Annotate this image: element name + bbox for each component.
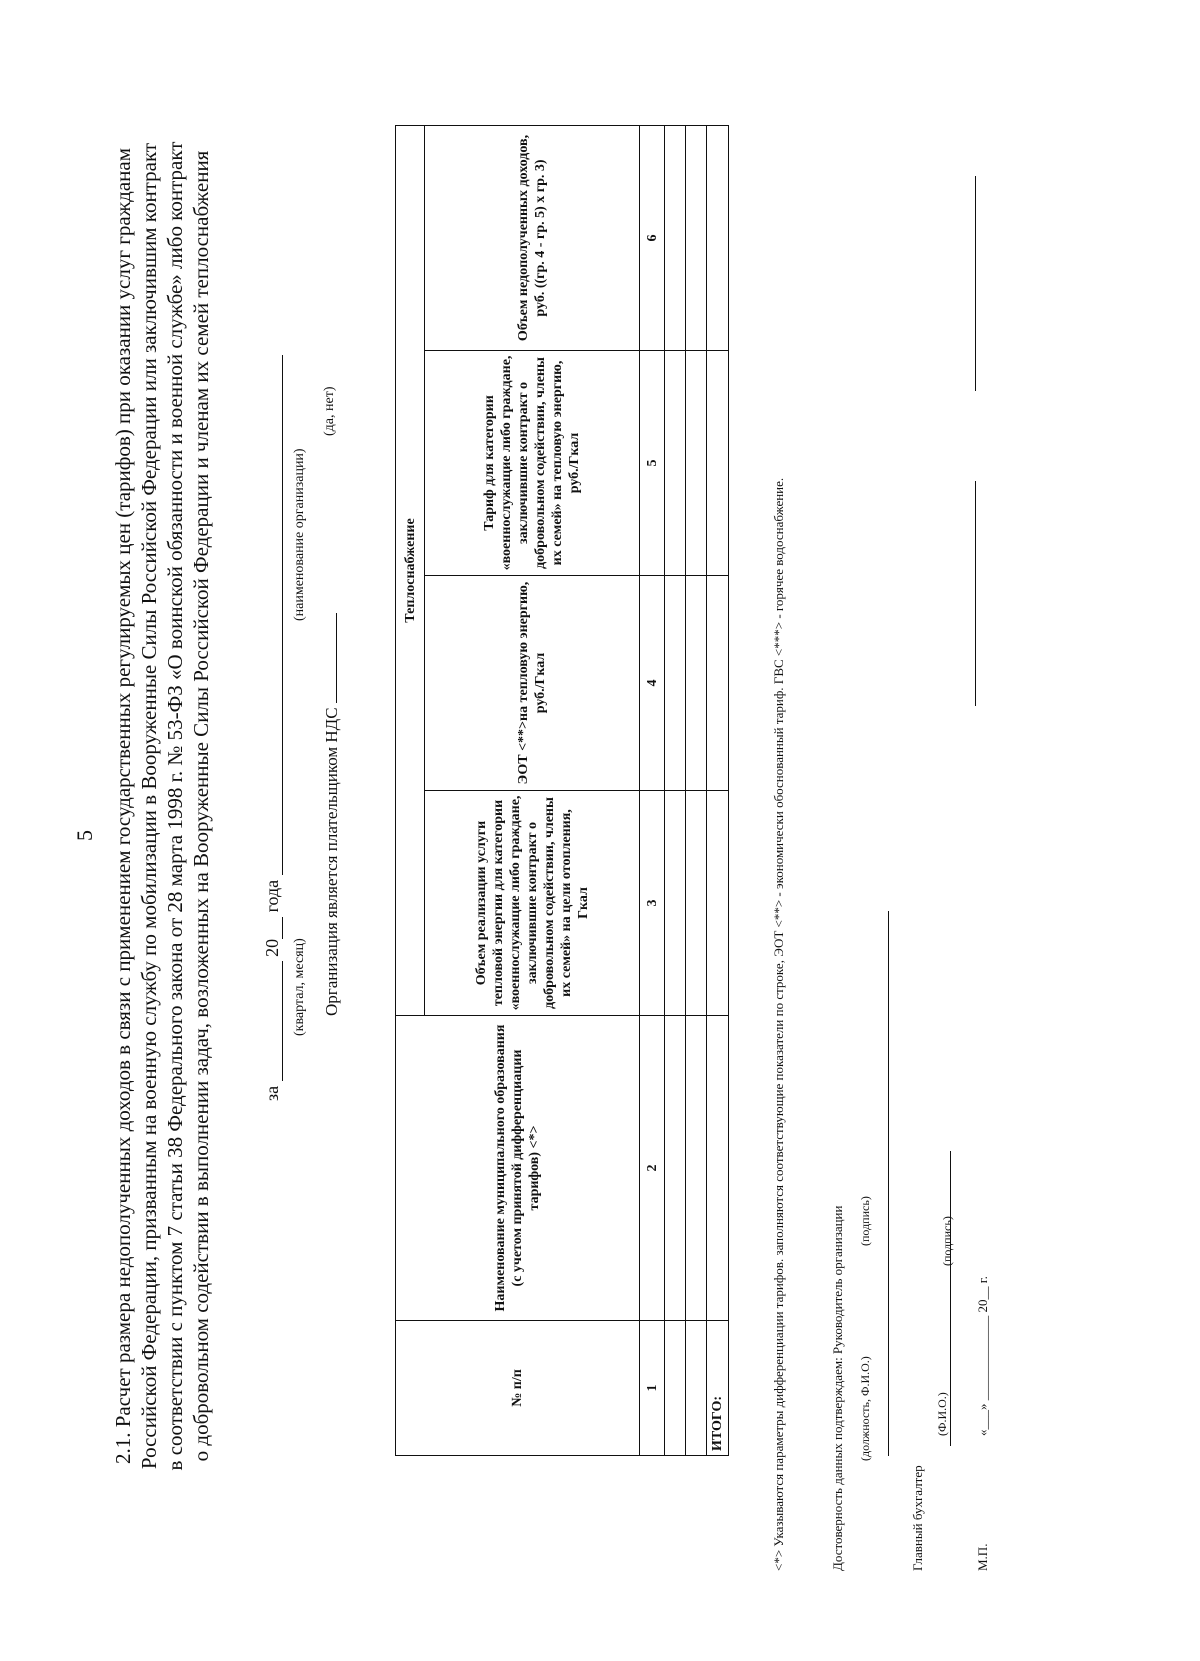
org-blank <box>282 355 283 875</box>
accountant-label: Главный бухгалтер <box>910 1465 925 1571</box>
col-number-6: 6 <box>640 125 665 350</box>
signature-caption: (подпись) <box>858 1196 872 1246</box>
vat-caption: (да, нет) <box>322 386 337 436</box>
total-row <box>707 125 729 1455</box>
period-blank <box>282 961 283 1081</box>
vat-label: Организация является плательщиком НДС <box>322 707 341 1016</box>
col-number-5: 5 <box>640 351 665 576</box>
org-caption: (наименование организации) <box>292 448 307 621</box>
confirm-label: Достоверность данных подтверждаем: Руководитель организации <box>830 1205 845 1571</box>
total-label: ИТОГО: <box>707 1321 729 1456</box>
col-header-municipality: Наименование муниципального образования (с учетом принятой дифференциации тарифов) <*> <box>396 1016 640 1321</box>
col-number-1: 1 <box>640 1321 665 1456</box>
col-header-eot: ЭОТ <**>на тепловую энергию, руб./Гкал <box>425 576 640 791</box>
stamp-label: М.П. <box>975 1543 990 1571</box>
calculation-table <box>395 126 729 1456</box>
footnote: <*> Указываются параметры дифференциации тарифов. заполняются соответствующие показатели по строке, ЭОТ <**> - экономически обоснованный тариф. ГВС <***> - горячее водоснабжение. <box>771 477 786 1571</box>
col-number-3: 3 <box>640 791 665 1016</box>
table-row <box>686 125 707 1455</box>
fio-caption: (Ф.И.О.) <box>935 1392 949 1436</box>
col-header-lost-income: Объем недополученных доходов, руб. ((гр. 4 - гр. 5) х гр. 3) <box>425 125 640 350</box>
period-caption: (квартал, месяц) <box>292 938 307 1036</box>
col-number-4: 4 <box>640 576 665 791</box>
vat-line <box>322 613 342 1016</box>
group-header-heat-supply: Теплоснабжение <box>396 125 425 1015</box>
signature-caption-2: (подпись) <box>940 1216 954 1266</box>
document-heading: 2.1. Расчет размера недополученных доходов в связи с применением государственных регулируемых цен (тарифов) при оказании услуг гражданам Российской Федерации, призванным на военную службу по мобилизации в Вооруженные Силы Российской Федерации или заключившим контракт в соответствии с пунктом 7 статьи 38 Федерального закона от 28 марта 1998 г. № 53-ФЗ «О воинской обязанности и военной службе» либо контракт о добровольном содействии в выполнении задач, возложенных на Вооруженные Силы Российской Федерации и членам их семей теплоснабжения <box>111 141 213 1471</box>
col-header-volume: Объем реализации услуги тепловой энергии для категории «военнослужащие либо граждане, заключившие контракт о добровольном содействии, члены их семей» на цели отопления, Гкал <box>425 791 640 1016</box>
date-line: «___» _____________ 20__ г. <box>975 1276 990 1436</box>
extra-signature-line-1 <box>975 481 976 706</box>
col-header-number: № п/п <box>396 1321 640 1456</box>
table-row <box>665 125 686 1455</box>
year-prefix: 20 <box>262 938 282 957</box>
vat-blank <box>336 613 337 703</box>
page-number: 5 <box>72 830 97 841</box>
period-prefix: за <box>262 1085 282 1101</box>
period-line <box>262 355 283 1101</box>
extra-signature-line-2 <box>975 176 976 391</box>
col-number-2: 2 <box>640 1016 665 1321</box>
director-signature-line <box>888 911 889 1456</box>
position-caption: (должность, Ф.И.О.) <box>858 1356 872 1461</box>
accountant-signature-line <box>950 1151 951 1446</box>
year-suffix: года <box>262 879 282 913</box>
year-blank <box>282 917 283 939</box>
col-header-tariff: Тариф для категории «военнослужащие либо граждане, заключившие контракт о добровольном содействии, члены их семей» на тепловую энергию, руб./Гкал <box>425 351 640 576</box>
